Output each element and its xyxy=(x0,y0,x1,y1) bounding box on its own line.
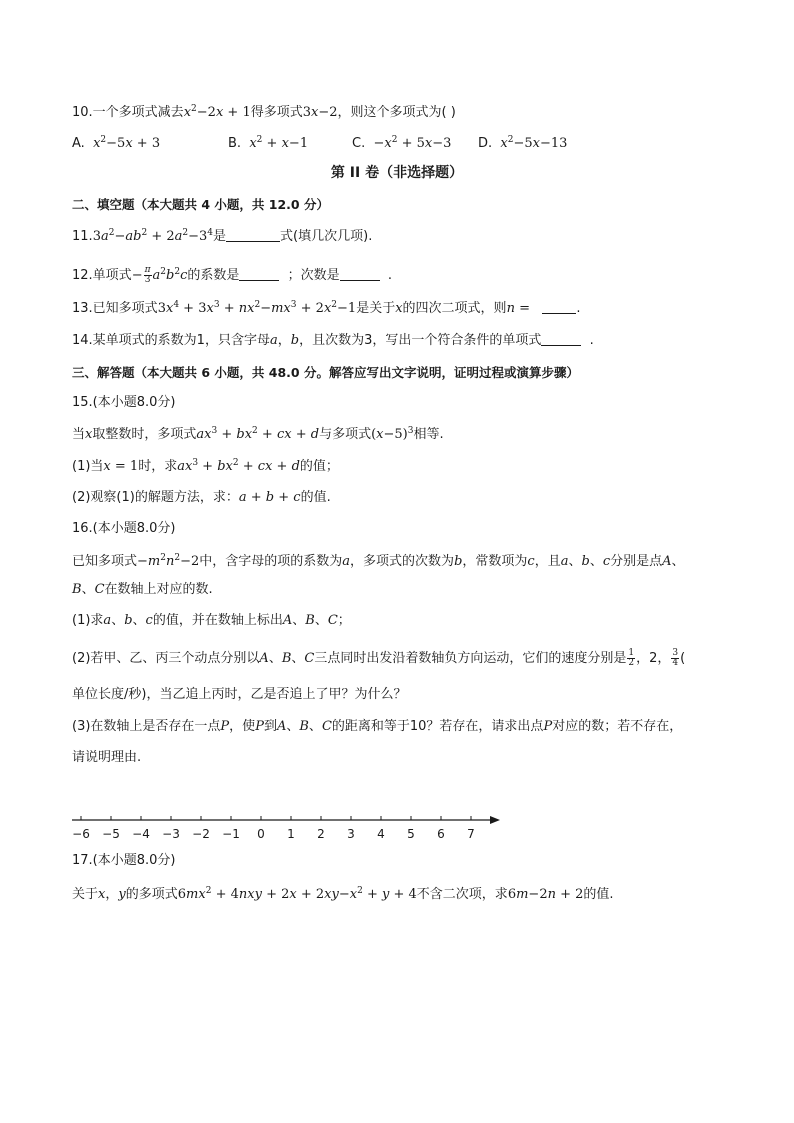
question-16-line-1: 已知多项式$-m^2n^2-2$中，含字母的项的系数为a，多项式的次数为b，常数项为c，且a、b、c分别是点A、 xyxy=(72,553,685,569)
answer-blank-13[interactable] xyxy=(542,301,576,314)
question-17-header: 17.(本小题8.0分) xyxy=(72,853,176,868)
number-line-tick-label: 3 xyxy=(347,827,355,841)
number-line-tick-label: −5 xyxy=(102,827,120,841)
number-line-tick-label: −3 xyxy=(162,827,180,841)
part-2-title: 第 II 卷（非选择题） xyxy=(330,165,464,181)
question-14: 14.某单项式的系数为1，只含字母a，b，且次数为3，写出一个符合条件的单项式 . xyxy=(72,333,594,348)
number-line-tick-label: 0 xyxy=(257,827,265,841)
number-line-tick-label: 7 xyxy=(467,827,475,841)
question-16-line-6: (3)在数轴上是否存在一点P，使P到A、B、C的距离和等于10？若存在，请求出点P对应的数；若不存在， xyxy=(72,719,683,734)
number-line-tick-label: −4 xyxy=(132,827,150,841)
question-10: 10.一个多项式减去$x^2-2x + 1$得多项式3x−2，则这个多项式为( ) xyxy=(72,104,456,120)
option-b[interactable]: B. $x^2 + x-1$ xyxy=(228,135,309,151)
option-c[interactable]: C. $-x^2 + 5x-3$ xyxy=(352,135,452,151)
question-12: 12.单项式− $\frac{\pi}{3}$ $a^2b^2c$的系数是 ；次数是 . xyxy=(72,265,393,285)
question-15-line-1: 当x取整数时，多项式$ax^3 + bx^2$ + cx + d与多项式$(x-5)^3$相等. xyxy=(72,426,444,442)
answer-blank-12a[interactable] xyxy=(239,268,279,281)
question-16-line-5: 单位长度/秒)，当乙追上丙时，乙是否追上了甲？为什么？ xyxy=(72,687,407,702)
number-line-tick-label: −6 xyxy=(72,827,90,841)
question-16-header: 16.(本小题8.0分) xyxy=(72,521,176,536)
question-13: 13.已知多项式$3x^4 + 3x^3 + nx^2-mx^3 + 2x^2-1$是关于x的四次二项式，则n = . xyxy=(72,300,581,316)
question-15-line-2: (1)当x = 1时，求$ax^3 + bx^2$ + cx + d的值； xyxy=(72,458,339,474)
question-16-line-3: (1)求a、b、c的值，并在数轴上标出A、B、C； xyxy=(72,613,351,628)
question-11: $11.3a^2-ab^2 + 2a^2-3^4$是 式(填几次几项). xyxy=(72,228,373,244)
number-line-tick-label: −1 xyxy=(222,827,240,841)
section-2-title: 二、填空题（本大题共 4 小题，共 12.0 分） xyxy=(72,197,329,212)
number-line xyxy=(0,808,794,858)
section-3-title: 三、解答题（本大题共 6 小题，共 48.0 分。解答应写出文字说明，证明过程或演算步骤） xyxy=(72,365,579,380)
option-a[interactable]: A. $x^2-5x + 3$ xyxy=(72,135,161,151)
number-line-tick-label: 1 xyxy=(287,827,295,841)
number-line-tick-label: 2 xyxy=(317,827,325,841)
question-16-line-4: (2)若甲、乙、丙三个动点分别以A、B、C三点同时出发沿着数轴负方向运动，它们的速度分别是 $\frac{1}{2}$ ，2， $\frac{3}{4}$ ( xyxy=(72,648,686,668)
number-line-tick-label: 4 xyxy=(377,827,385,841)
question-15-header: 15.(本小题8.0分) xyxy=(72,395,176,410)
answer-blank-11[interactable] xyxy=(226,229,280,242)
question-16-line-2: B、C在数轴上对应的数. xyxy=(72,582,213,597)
number-line-tick-label: 6 xyxy=(437,827,445,841)
answer-blank-12b[interactable] xyxy=(340,268,380,281)
number-line-tick-label: −2 xyxy=(192,827,210,841)
question-16-line-7: 请说明理由. xyxy=(72,750,142,765)
question-15-line-3: (2)观察(1)的解题方法，求：a + b + c的值. xyxy=(72,490,331,505)
question-17-line-1: 关于x，y的多项式$6mx^2 + 4nxy + 2x + 2xy-x^2 + y + 4$不含二次项，求6m−2n + 2的值. xyxy=(72,886,614,902)
number-line-tick-label: 5 xyxy=(407,827,415,841)
answer-blank-14[interactable] xyxy=(541,333,581,346)
option-d[interactable]: D. $x^2-5x-13$ xyxy=(478,135,568,151)
